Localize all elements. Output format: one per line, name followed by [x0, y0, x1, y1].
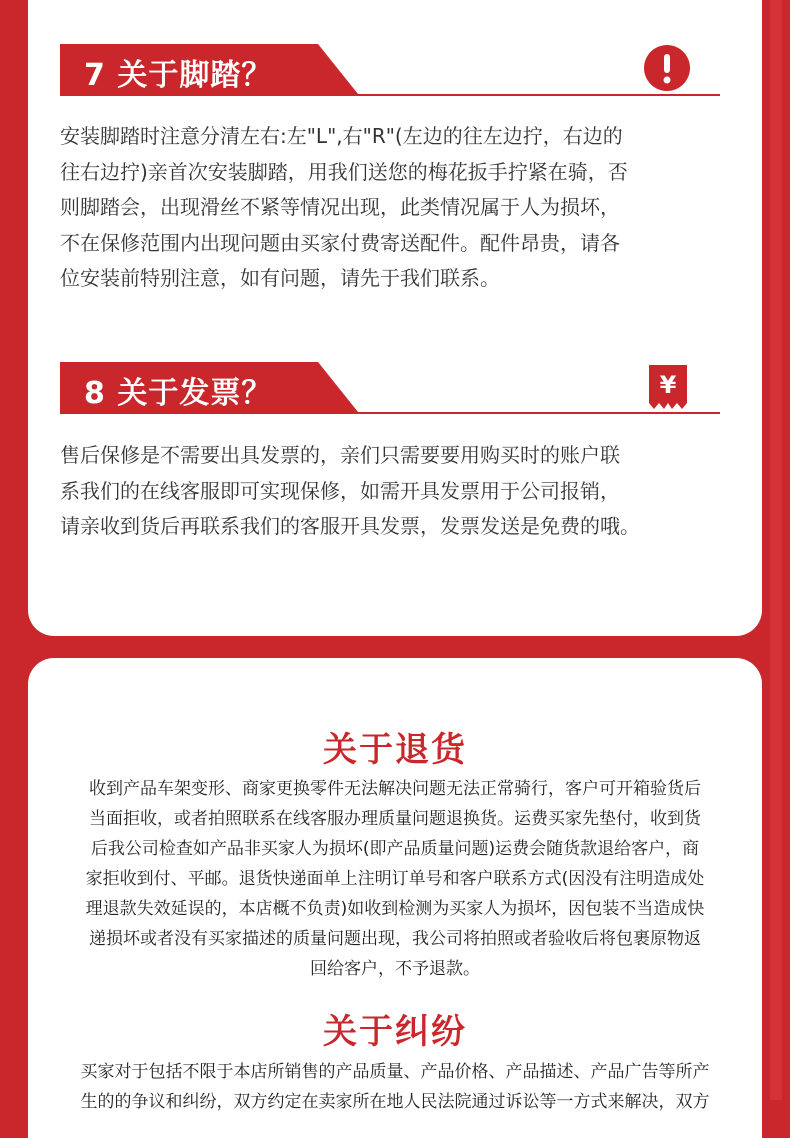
- yen-glyph: ¥: [659, 371, 677, 399]
- section-7-body: [60, 119, 710, 297]
- invoice-yen-icon: [645, 363, 691, 411]
- body-line: 不在保修范围内出现问题由买家付费寄送配件。配件昂贵，请各: [60, 230, 620, 255]
- body-line: 系我们的在线客服即可实现保修，如需开具发票用于公司报销，: [60, 478, 620, 503]
- returns-body: [40, 774, 750, 984]
- disputes-body: [40, 1057, 750, 1117]
- disputes-title: 关于纠纷: [323, 1012, 467, 1052]
- section-7-divider: [60, 94, 720, 96]
- section-8-title: 8 关于发票？: [84, 376, 273, 411]
- body-line: 则脚踏会，出现滑丝不紧等情况出现，此类情况属于人为损坏，: [60, 195, 620, 219]
- body-line: 后我公司检查如产品非买家人为损坏(即产品质量问题)运费会随货款退给客户，商: [90, 839, 700, 859]
- body-line: 买家对于包括不限于本店所销售的产品质量、产品价格、产品描述、产品广告等所产: [80, 1062, 710, 1082]
- section-8-divider: [60, 412, 720, 414]
- body-line: 位安装前特别注意，如有问题，请先于我们联系。: [60, 266, 500, 290]
- section-8-body: [60, 438, 710, 545]
- body-line: 回给客户，不予退款。: [310, 959, 480, 979]
- body-line: 售后保修是不需要出具发票的，亲们只需要要用购买时的账户联: [60, 443, 620, 467]
- body-line: 请亲收到货后再联系我们的客服开具发票，发票发送是免费的哦。: [60, 514, 640, 538]
- exclamation-circle-icon: [643, 44, 691, 92]
- body-line: 当面拒收，或者拍照联系在线客服办理质量问题退换货。运费买家先垫付，收到货: [89, 809, 701, 829]
- section-7-title: 7 关于脚踏？: [84, 58, 273, 93]
- section-8-header: [60, 362, 720, 414]
- body-line: 往右边拧)亲首次安装脚踏，用我们送您的梅花扳手拧紧在骑，否: [60, 159, 628, 184]
- body-line: 收到产品车架变形、商家更换零件无法解决问题无法正常骑行，客户可开箱验货后: [89, 779, 701, 799]
- body-line: 递损坏或者没有买家描述的质量问题出现，我公司将拍照或者验收后将包裹原物返: [89, 929, 701, 949]
- body-line: 家拒收到付、平邮。退货快递面单上注明订单号和客户联系方式(因没有注明造成处: [85, 869, 705, 889]
- body-line: 理退款失效延误的，本店概不负责)如收到检测为买家人为损坏，因包装不当造成快: [85, 899, 705, 919]
- background-stripe: [770, 0, 782, 1100]
- body-line: 生的的争议和纠纷，双方约定在卖家所在地人民法院通过诉讼等一方式来解决，双方: [80, 1092, 710, 1112]
- section-7-header: [60, 44, 720, 96]
- returns-title: 关于退货: [323, 730, 467, 770]
- body-line: 安装脚踏时注意分清左右:左"L",右"R"(左边的往左边拧，右边的: [60, 124, 623, 148]
